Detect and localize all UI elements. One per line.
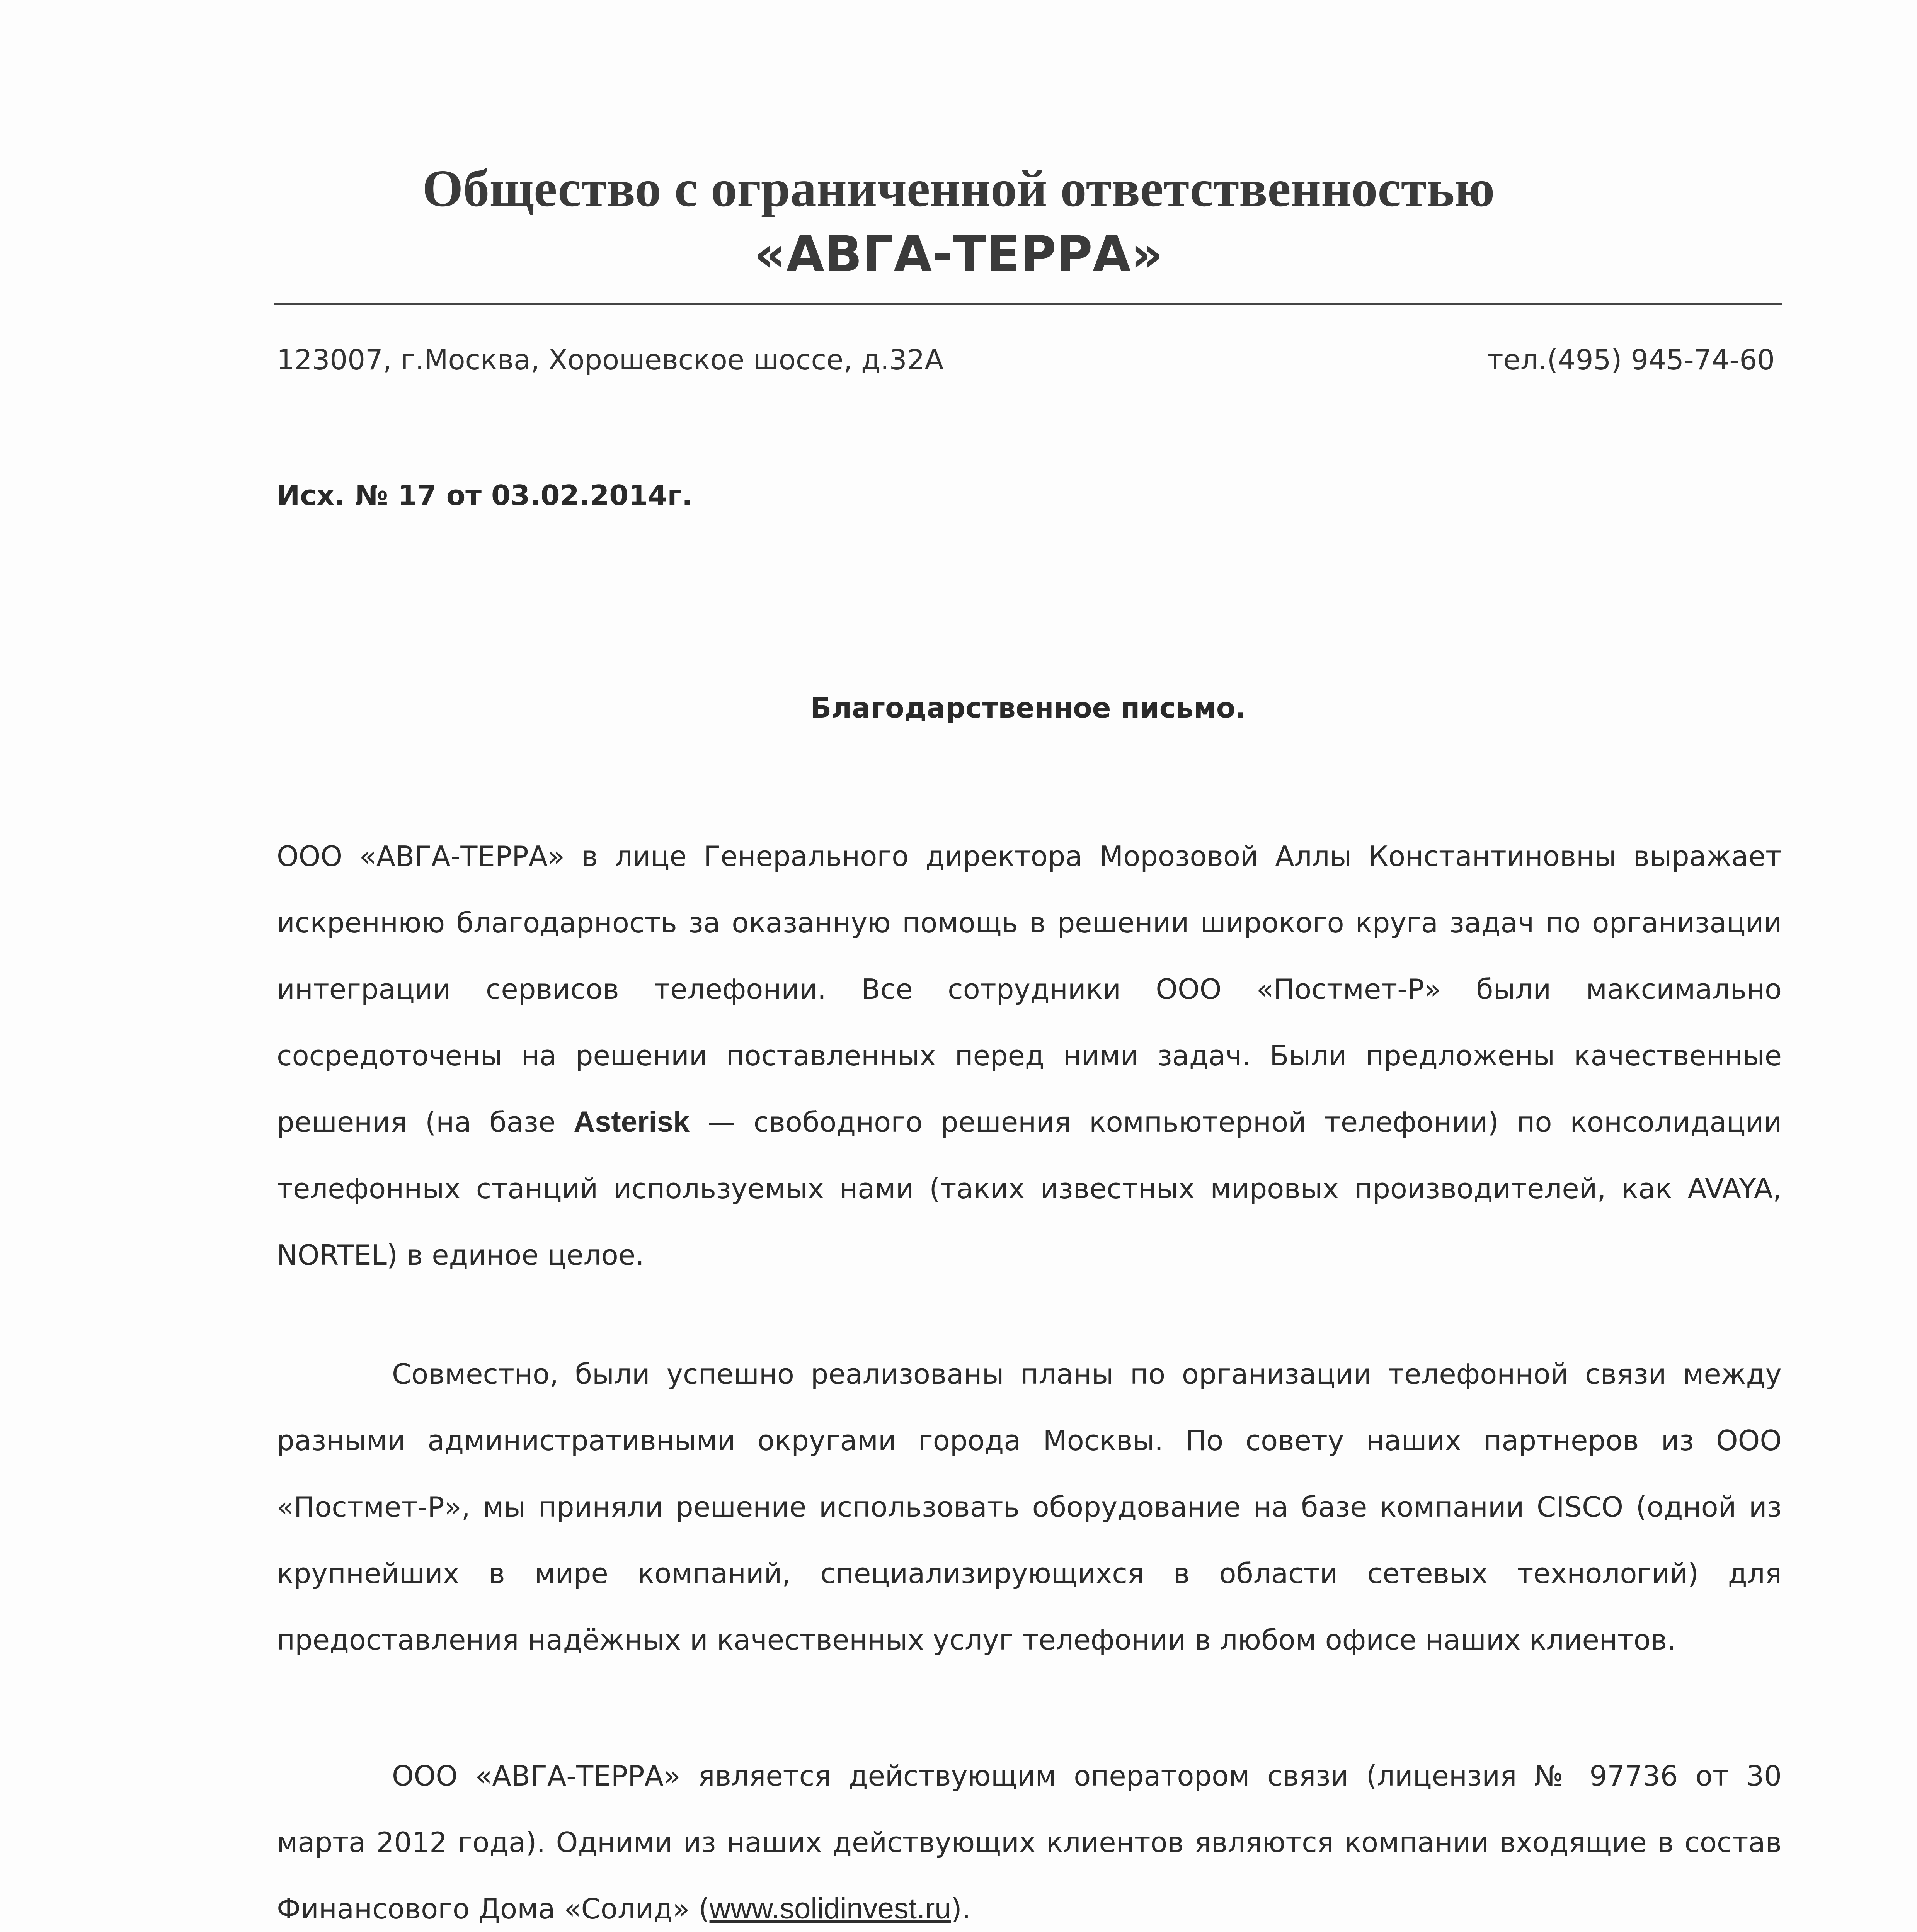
paragraph-2: Совместно, были успешно реализованы планы по организации телефонной связи между разными административными округами города Москвы. По совету наших партнеров из ООО «Постмет-Р», мы приняли решение использовать оборудование на базе компании CISCO (одной из крупнейших в мире компаний, специализирующихся в области сетевых технологий) для предоставления надёжных и качественных услуг телефонии в любом офисе наших клиентов.: [277, 1358, 1782, 1656]
asterisk-term: Asterisk: [574, 1105, 690, 1138]
header-divider: [274, 303, 1782, 305]
paragraph-3: [277, 1743, 1782, 1932]
paragraph-1: [277, 823, 1782, 1288]
paragraph-1-text-a: ООО «АВГА-ТЕРРА» в лице Генерального директора Морозовой Аллы Константиновны выражает искреннюю благодарность за оказанную помощь в решении широкого круга задач по организации интеграции сервисов телефонии. Все сотрудники ООО «Постмет-Р» были максимально сосредоточены на решении поставленных перед ними задач. Были предложены качественные решения (на базе: [277, 840, 1782, 1138]
letter-title: Благодарственное письмо.: [810, 692, 1246, 724]
outgoing-reference: Исх. № 17 от 03.02.2014г.: [277, 479, 693, 512]
company-phone: тел.(495) 945-74-60: [1487, 344, 1775, 376]
org-name-line1: Общество с ограниченной ответственностью: [422, 160, 1495, 218]
org-name-line2: «АВГА-ТЕРРА»: [754, 226, 1163, 283]
paragraph-3-text-a: ООО «АВГА-ТЕРРА» является действующим оператором связи (лицензия № 97736 от 30 марта 2012 года). Одними из наших действующих клиентов являются компании входящие в состав Финансового Дома «Солид» (: [277, 1760, 1782, 1925]
company-address: 123007, г.Москва, Хорошевское шоссе, д.32А: [277, 344, 944, 376]
solidinvest-link[interactable]: www.solidinvest.ru: [709, 1892, 951, 1925]
paragraph-1-text-b: — свободного решения компьютерной телефонии) по консолидации телефонных станций используемых нами (таких известных мировых производителей, как AVAYA, NORTEL) в единое целое.: [277, 1106, 1782, 1271]
paragraph-3-text-b: ).: [951, 1893, 971, 1925]
